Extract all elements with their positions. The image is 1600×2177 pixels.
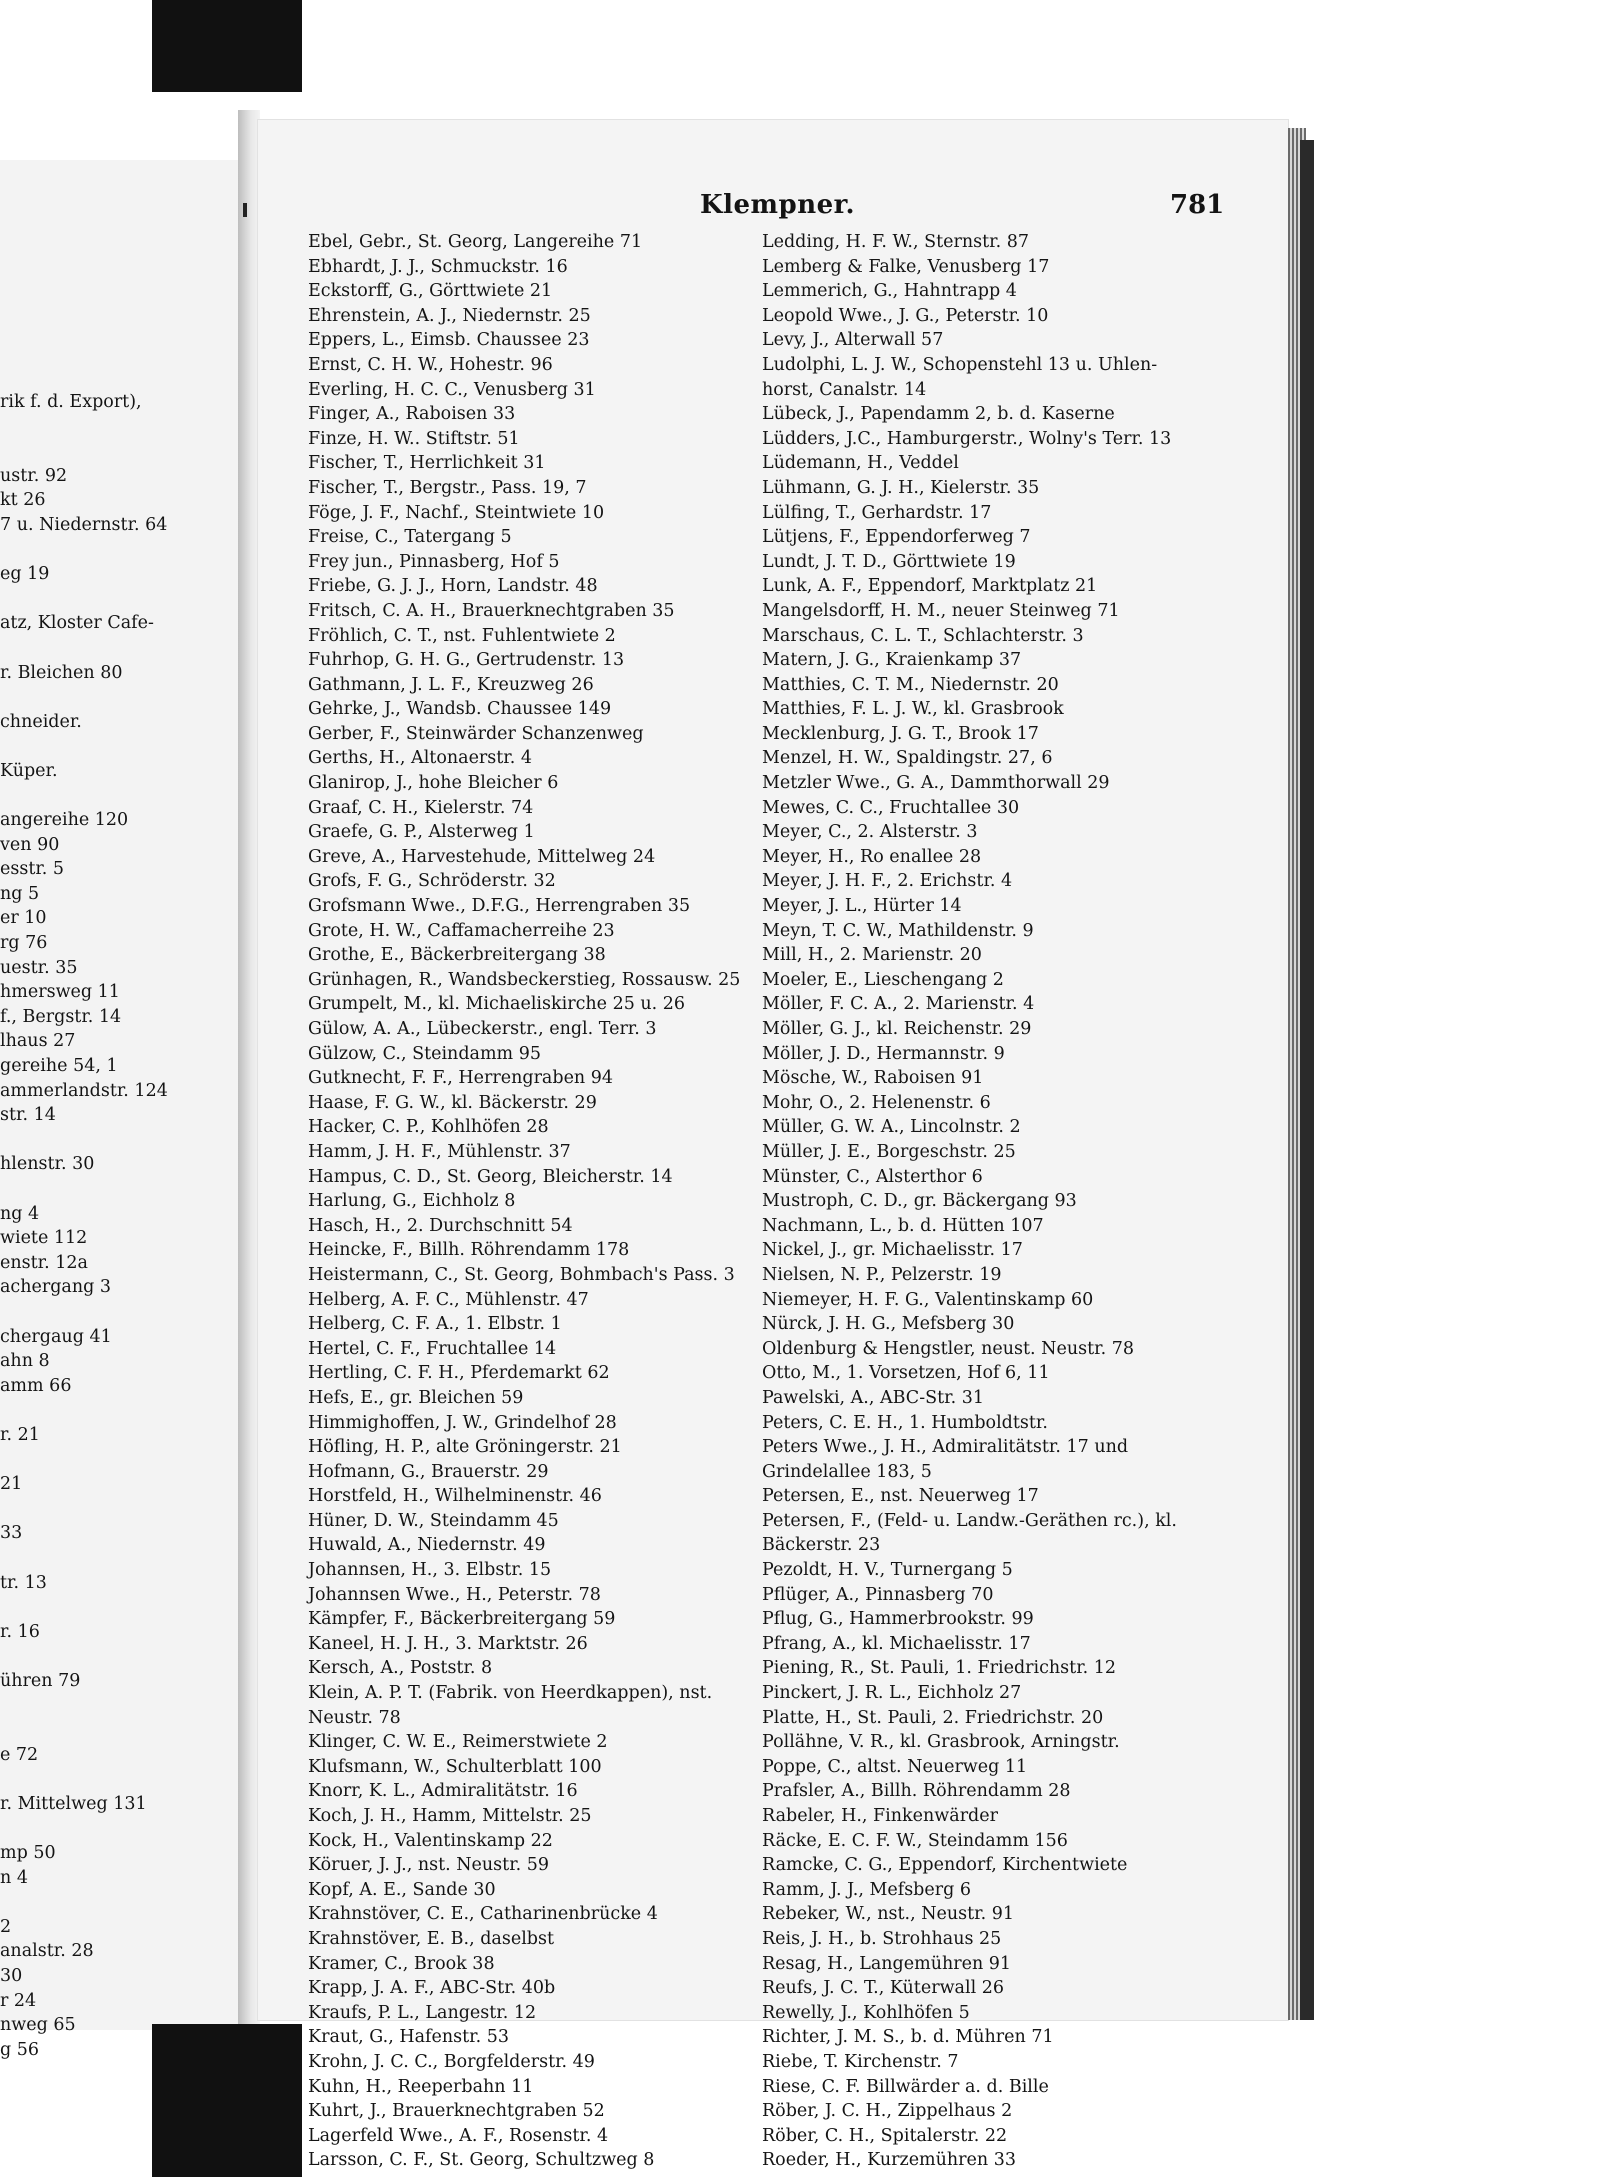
directory-entry: Harlung, G., Eichholz 8 xyxy=(308,1191,516,1212)
left-fragment-line: wiete 112 xyxy=(0,1228,88,1249)
left-fragment-line: e 72 xyxy=(0,1744,39,1765)
directory-entry: Grünhagen, R., Wandsbeckerstieg, Rossausw. 25 xyxy=(308,969,741,990)
directory-entry: Mohr, O., 2. Helenenstr. 6 xyxy=(762,1092,991,1113)
directory-entry: Räcke, E. C. F. W., Steindamm 156 xyxy=(762,1830,1068,1851)
directory-entry: Richter, J. M. S., b. d. Mühren 71 xyxy=(762,2027,1054,2048)
directory-entry: Fuhrhop, G. H. G., Gertrudenstr. 13 xyxy=(308,650,625,671)
directory-entry: Heincke, F., Billh. Röhrendamm 178 xyxy=(308,1240,630,1261)
left-fragment-line: r. Bleichen 80 xyxy=(0,662,123,683)
directory-entry: Gülow, A. A., Lübeckerstr., engl. Terr. 3 xyxy=(308,1019,657,1039)
left-fragment-line: atz, Kloster Cafe- xyxy=(0,613,154,634)
directory-entry: Hamm, J. H. F., Mühlenstr. 37 xyxy=(308,1141,571,1162)
left-fragment-line xyxy=(0,538,236,563)
directory-entry: Lundt, J. T. D., Görttwiete 19 xyxy=(762,551,1016,572)
directory-entry: Lagerfeld Wwe., A. F., Rosenstr. 4 xyxy=(308,2125,609,2146)
directory-entry: horst, Canalstr. 14 xyxy=(762,379,927,400)
directory-entry: Knorr, K. L., Admiralitätstr. 16 xyxy=(308,1781,578,1802)
directory-entry: Röber, C. H., Spitalerstr. 22 xyxy=(762,2125,1008,2146)
directory-entry: Huwald, A., Niedernstr. 49 xyxy=(308,1535,546,1556)
directory-entry: Ramcke, C. G., Eppendorf, Kirchentwiete xyxy=(762,1855,1128,1876)
left-fragment-line: tr. 13 xyxy=(0,1572,47,1593)
directory-entry: Platte, H., St. Pauli, 2. Friedrichstr. 20 xyxy=(762,1707,1104,1728)
directory-entry: Meyer, H., Ro enallee 28 xyxy=(762,846,982,867)
left-fragment-line: achergang 3 xyxy=(0,1277,112,1298)
directory-entry: Graaf, C. H., Kielerstr. 74 xyxy=(308,797,534,818)
left-fragment-line xyxy=(0,734,236,759)
directory-entry: Fischer, T., Herrlichkeit 31 xyxy=(308,453,546,474)
directory-entry: Meyer, C., 2. Alsterstr. 3 xyxy=(762,822,978,843)
left-fragment-line: chneider. xyxy=(0,711,82,732)
directory-entry: Larsson, C. F., St. Georg, Schultzweg 8 xyxy=(308,2150,655,2171)
directory-entry: Müller, G. W. A., Lincolnstr. 2 xyxy=(762,1117,1021,1138)
directory-entry: Mewes, C. C., Fruchtallee 30 xyxy=(762,797,1020,818)
directory-entry: Klinger, C. W. E., Reimerstwiete 2 xyxy=(308,1732,608,1753)
directory-entry: Münster, C., Alsterthor 6 xyxy=(762,1166,983,1187)
left-fragment-line: hlenstr. 30 xyxy=(0,1154,95,1175)
directory-entry: Gehrke, J., Wandsb. Chaussee 149 xyxy=(308,699,612,720)
left-fragment-line: ven 90 xyxy=(0,834,60,855)
directory-entry: Kersch, A., Poststr. 8 xyxy=(308,1658,493,1679)
directory-entry: Marschaus, C. L. T., Schlachterstr. 3 xyxy=(762,625,1084,646)
directory-entry: Reufs, J. C. T., Küterwall 26 xyxy=(762,1978,1005,1999)
directory-entry: Lüdders, J.C., Hamburgerstr., Wolny's Terr. 13 xyxy=(762,428,1172,449)
left-fragment-line: analstr. 28 xyxy=(0,1941,94,1962)
page-header-title: Klempner. xyxy=(700,190,856,220)
directory-entry: Grote, H. W., Caffamacherreihe 23 xyxy=(308,920,615,941)
directory-entry: Ehrenstein, A. J., Niedernstr. 25 xyxy=(308,305,591,326)
directory-entry: Matern, J. G., Kraienkamp 37 xyxy=(762,650,1022,671)
left-fragment-line: 30 xyxy=(0,1966,23,1986)
directory-entry: Nürck, J. H. G., Mefsberg 30 xyxy=(762,1314,1015,1335)
directory-entry: Kramer, C., Brook 38 xyxy=(308,1953,495,1974)
directory-entry: Ebhardt, J. J., Schmuckstr. 16 xyxy=(308,256,568,277)
directory-entry: Moeler, E., Lieschengang 2 xyxy=(762,969,1004,990)
left-fragment-line xyxy=(0,439,236,464)
directory-entry: Reis, J. H., b. Strohhaus 25 xyxy=(762,1928,1002,1949)
left-fragment-line: g 56 xyxy=(0,2039,40,2060)
directory-entry: Peters, C. E. H., 1. Humboldtstr. xyxy=(762,1412,1048,1433)
directory-entry: Krahnstöver, C. E., Catharinenbrücke 4 xyxy=(308,1904,658,1925)
film-strip-top xyxy=(152,0,302,92)
left-fragment-line: r 24 xyxy=(0,1990,37,2011)
left-fragment-line xyxy=(0,1546,236,1571)
left-fragment-line: ahn 8 xyxy=(0,1351,50,1372)
directory-entry: Nachmann, L., b. d. Hütten 107 xyxy=(762,1215,1044,1236)
directory-entry: Helberg, A. F. C., Mühlenstr. 47 xyxy=(308,1289,589,1310)
directory-entry: Kämpfer, F., Bäckerbreitergang 59 xyxy=(308,1609,616,1630)
directory-entry: Krapp, J. A. F., ABC-Str. 40b xyxy=(308,1978,556,1999)
directory-entry: Köruer, J. J., nst. Neustr. 59 xyxy=(308,1855,550,1876)
directory-entry: Matthies, C. T. M., Niedernstr. 20 xyxy=(762,674,1059,695)
left-fragment-line: r. 16 xyxy=(0,1621,40,1642)
directory-entry: Hampus, C. D., St. Georg, Bleicherstr. 14 xyxy=(308,1166,673,1187)
book-gutter xyxy=(238,110,260,2030)
left-fragment-line: eg 19 xyxy=(0,564,50,585)
left-fragment-line: uestr. 35 xyxy=(0,957,78,978)
left-fragment-line: 33 xyxy=(0,1523,23,1544)
directory-entry: Hertel, C. F., Fruchtallee 14 xyxy=(308,1338,557,1359)
directory-entry: Lemmerich, G., Hahntrapp 4 xyxy=(762,281,1017,302)
directory-entry: Grindelallee 183, 5 xyxy=(762,1461,932,1482)
directory-entry: Föge, J. F., Nachf., Steintwiete 10 xyxy=(308,502,605,523)
left-fragment-line: enstr. 12a xyxy=(0,1252,88,1273)
directory-entry: Mustroph, C. D., gr. Bäckergang 93 xyxy=(762,1191,1077,1212)
ink-mark xyxy=(243,203,247,217)
directory-entry: Möller, G. J., kl. Reichenstr. 29 xyxy=(762,1019,1032,1039)
directory-entry: Rebeker, W., nst., Neustr. 91 xyxy=(762,1904,1014,1925)
directory-entry: Kaneel, H. J. H., 3. Marktstr. 26 xyxy=(308,1633,588,1654)
directory-entry: Himmighoffen, J. W., Grindelhof 28 xyxy=(308,1412,617,1433)
left-fragment-line xyxy=(0,1693,236,1718)
directory-entry: Niemeyer, H. F. G., Valentinskamp 60 xyxy=(762,1289,1094,1310)
directory-entry: Gerber, F., Steinwärder Schanzenweg xyxy=(308,723,644,744)
left-fragment-line: r. Mittelweg 131 xyxy=(0,1793,147,1814)
directory-entry: Frey jun., Pinnasberg, Hof 5 xyxy=(308,551,560,572)
directory-entry: Lühmann, G. J. H., Kielerstr. 35 xyxy=(762,477,1040,498)
left-fragment-line: str. 14 xyxy=(0,1105,56,1126)
left-fragment-line xyxy=(0,1300,236,1325)
directory-entry: Kock, H., Valentinskamp 22 xyxy=(308,1830,553,1851)
directory-entry: Rewelly, J., Kohlhöfen 5 xyxy=(762,2002,970,2023)
directory-entry: Meyer, J. L., Hürter 14 xyxy=(762,896,962,917)
directory-entry: Eppers, L., Eimsb. Chaussee 23 xyxy=(308,330,590,351)
directory-entry: Riese, C. F. Billwärder a. d. Bille xyxy=(762,2076,1049,2097)
left-fragment-line xyxy=(0,1767,236,1792)
directory-entry: Levy, J., Alterwall 57 xyxy=(762,330,944,351)
left-fragment-line: n 4 xyxy=(0,1867,28,1888)
directory-entry: Metzler Wwe., G. A., Dammthorwall 29 xyxy=(762,773,1110,794)
left-fragment-line: r. 21 xyxy=(0,1424,40,1445)
left-fragment-line: 2 xyxy=(0,1916,12,1937)
left-fragment-line: ng 4 xyxy=(0,1203,40,1224)
directory-entry: Grumpelt, M., kl. Michaeliskirche 25 u. 26 xyxy=(308,994,686,1015)
left-fragment-line: er 10 xyxy=(0,908,47,929)
directory-entry: Lübeck, J., Papendamm 2, b. d. Kaserne xyxy=(762,404,1115,425)
directory-entry: Kraut, G., Hafenstr. 53 xyxy=(308,2027,509,2048)
left-page-column xyxy=(0,390,236,2062)
directory-entry: Gülzow, C., Steindamm 95 xyxy=(308,1043,541,1064)
directory-entry: Prafsler, A., Billh. Röhrendamm 28 xyxy=(762,1781,1071,1802)
left-fragment-line xyxy=(0,587,236,612)
directory-entry: Petersen, F., (Feld- u. Landw.-Geräthen rc.), kl. xyxy=(762,1510,1177,1531)
directory-entry: Krohn, J. C. C., Borgfelderstr. 49 xyxy=(308,2051,595,2072)
left-fragment-line xyxy=(0,784,236,809)
directory-entry: Ramm, J. J., Mefsberg 6 xyxy=(762,1879,972,1900)
left-fragment-line xyxy=(0,1644,236,1669)
left-fragment-line: f., Bergstr. 14 xyxy=(0,1006,122,1027)
directory-entry: Hertling, C. F. H., Pferdemarkt 62 xyxy=(308,1363,610,1384)
directory-entry: Mangelsdorff, H. M., neuer Steinweg 71 xyxy=(762,600,1120,621)
directory-entry: Petersen, E., nst. Neuerweg 17 xyxy=(762,1486,1039,1507)
directory-entry: Everling, H. C. C., Venusberg 31 xyxy=(308,379,596,400)
left-fragment-line: kt 26 xyxy=(0,490,46,511)
directory-entry: Kraufs, P. L., Langestr. 12 xyxy=(308,2002,537,2023)
left-fragment-line: hmersweg 11 xyxy=(0,982,120,1003)
left-fragment-line xyxy=(0,415,236,440)
left-fragment-line: ustr. 92 xyxy=(0,465,68,486)
left-fragment-line: 21 xyxy=(0,1474,23,1495)
directory-entry: Haase, F. G. W., kl. Bäckerstr. 29 xyxy=(308,1092,597,1113)
left-fragment-line xyxy=(0,1177,236,1202)
directory-entry: Lütjens, F., Eppendorferweg 7 xyxy=(762,527,1031,548)
directory-entry: Hacker, C. P., Kohlhöfen 28 xyxy=(308,1117,549,1138)
directory-entry: Röber, J. C. H., Zippelhaus 2 xyxy=(762,2101,1013,2122)
directory-entry: Helberg, C. F. A., 1. Elbstr. 1 xyxy=(308,1314,562,1335)
left-fragment-line: nweg 65 xyxy=(0,2015,76,2036)
directory-entry: Johannsen Wwe., H., Peterstr. 78 xyxy=(308,1584,601,1605)
directory-entry: Piening, R., St. Pauli, 1. Friedrichstr. 12 xyxy=(762,1658,1117,1679)
directory-entry: Pinckert, J. R. L., Eichholz 27 xyxy=(762,1683,1022,1704)
left-fragment-line xyxy=(0,685,236,710)
directory-entry: Hasch, H., 2. Durchschnitt 54 xyxy=(308,1215,573,1236)
left-fragment-line xyxy=(0,1816,236,1841)
directory-entry: Klufsmann, W., Schulterblatt 100 xyxy=(308,1756,602,1777)
directory-entry: Peters Wwe., J. H., Admiralitätstr. 17 und xyxy=(762,1437,1129,1458)
directory-entry: Greve, A., Harvestehude, Mittelweg 24 xyxy=(308,846,656,867)
directory-entry: Bäckerstr. 23 xyxy=(762,1535,881,1556)
directory-entry: Gutknecht, F. F., Herrengraben 94 xyxy=(308,1068,614,1089)
left-fragment-line xyxy=(0,1398,236,1423)
directory-entry: Riebe, T. Kirchenstr. 7 xyxy=(762,2051,959,2072)
directory-entry: Möller, F. C. A., 2. Marienstr. 4 xyxy=(762,994,1035,1015)
left-fragment-line xyxy=(0,1595,236,1620)
left-fragment-line: rik f. d. Export), xyxy=(0,392,142,412)
directory-entry: Pflüger, A., Pinnasberg 70 xyxy=(762,1584,994,1605)
directory-column-right xyxy=(762,230,1284,2173)
left-fragment-line: angereihe 120 xyxy=(0,810,129,831)
directory-entry: Otto, M., 1. Vorsetzen, Hof 6, 11 xyxy=(762,1363,1050,1384)
left-fragment-line xyxy=(0,1448,236,1473)
directory-entry: Höfling, H. P., alte Gröningerstr. 21 xyxy=(308,1437,622,1458)
directory-entry: Menzel, H. W., Spaldingstr. 27, 6 xyxy=(762,748,1053,769)
directory-entry: Roeder, H., Kurzemühren 33 xyxy=(762,2150,1017,2171)
directory-entry: Pflug, G., Hammerbrookstr. 99 xyxy=(762,1609,1034,1630)
directory-entry: Johannsen, H., 3. Elbstr. 15 xyxy=(308,1560,552,1581)
directory-entry: Lemberg & Falke, Venusberg 17 xyxy=(762,256,1050,277)
directory-entry: Eckstorff, G., Görttwiete 21 xyxy=(308,281,553,302)
directory-entry: Grothe, E., Bäckerbreitergang 38 xyxy=(308,945,606,966)
left-fragment-line xyxy=(0,1128,236,1153)
left-fragment-line: mp 50 xyxy=(0,1843,56,1864)
directory-entry: Matthies, F. L. J. W., kl. Grasbrook xyxy=(762,699,1064,720)
directory-entry: Rabeler, H., Finkenwärder xyxy=(762,1806,998,1826)
directory-entry: Fritsch, C. A. H., Brauerknechtgraben 35 xyxy=(308,600,675,621)
directory-entry: Kopf, A. E., Sande 30 xyxy=(308,1879,496,1900)
directory-entry: Resag, H., Langemühren 91 xyxy=(762,1953,1012,1974)
directory-entry: Mill, H., 2. Marienstr. 20 xyxy=(762,945,982,966)
directory-entry: Lülfing, T., Gerhardstr. 17 xyxy=(762,502,992,523)
film-strip-bottom xyxy=(152,2024,302,2177)
directory-entry: Hefs, E., gr. Bleichen 59 xyxy=(308,1387,524,1408)
directory-entry: Hofmann, G., Brauerstr. 29 xyxy=(308,1461,549,1482)
left-page-fragment xyxy=(0,160,240,2060)
directory-column-left xyxy=(308,230,760,2173)
book-cover-edge xyxy=(1300,140,1314,2020)
directory-entry: Ernst, C. H. W., Hohestr. 96 xyxy=(308,354,553,375)
directory-entry: Friebe, G. J. J., Horn, Landstr. 48 xyxy=(308,576,598,597)
directory-entry: Ledding, H. F. W., Sternstr. 87 xyxy=(762,232,1029,252)
directory-entry: Grofs, F. G., Schröderstr. 32 xyxy=(308,871,556,892)
left-fragment-line: esstr. 5 xyxy=(0,859,65,880)
directory-entry: Pollähne, V. R., kl. Grasbrook, Arningstr. xyxy=(762,1732,1120,1753)
left-fragment-line: ühren 79 xyxy=(0,1670,81,1691)
directory-entry: Grofsmann Wwe., D.F.G., Herrengraben 35 xyxy=(308,896,691,917)
page-number: 781 xyxy=(1170,190,1225,220)
directory-entry: Fischer, T., Bergstr., Pass. 19, 7 xyxy=(308,477,587,498)
left-fragment-line: Küper. xyxy=(0,760,58,781)
directory-entry: Pawelski, A., ABC-Str. 31 xyxy=(762,1387,984,1408)
left-fragment-line: lhaus 27 xyxy=(0,1031,76,1052)
directory-entry: Meyn, T. C. W., Mathildenstr. 9 xyxy=(762,920,1034,941)
directory-entry: Finze, H. W.. Stiftstr. 51 xyxy=(308,428,520,449)
directory-entry: Kuhn, H., Reeperbahn 11 xyxy=(308,2076,534,2097)
directory-entry: Freise, C., Tatergang 5 xyxy=(308,527,512,548)
directory-entry: Mösche, W., Raboisen 91 xyxy=(762,1068,984,1089)
directory-entry: Poppe, C., altst. Neuerweg 11 xyxy=(762,1756,1028,1777)
directory-entry: Horstfeld, H., Wilhelminenstr. 46 xyxy=(308,1486,602,1507)
left-fragment-line: amm 66 xyxy=(0,1375,72,1396)
directory-entry: Neustr. 78 xyxy=(308,1707,401,1728)
directory-entry: Pfrang, A., kl. Michaelisstr. 17 xyxy=(762,1633,1031,1654)
directory-entry: Klein, A. P. T. (Fabrik. von Heerdkappen), nst. xyxy=(308,1683,713,1704)
directory-entry: Pezoldt, H. V., Turnergang 5 xyxy=(762,1560,1013,1581)
left-fragment-line: rg 76 xyxy=(0,933,48,954)
directory-entry: Leopold Wwe., J. G., Peterstr. 10 xyxy=(762,305,1049,326)
directory-entry: Graefe, G. P., Alsterweg 1 xyxy=(308,822,535,843)
directory-entry: Lunk, A. F., Eppendorf, Marktplatz 21 xyxy=(762,576,1098,597)
directory-entry: Mecklenburg, J. G. T., Brook 17 xyxy=(762,723,1039,744)
directory-entry: Ebel, Gebr., St. Georg, Langereihe 71 xyxy=(308,232,643,252)
directory-entry: Koch, J. H., Hamm, Mittelstr. 25 xyxy=(308,1806,592,1826)
left-fragment-line: ammerlandstr. 124 xyxy=(0,1080,168,1101)
directory-entry: Finger, A., Raboisen 33 xyxy=(308,404,516,425)
directory-entry: Krahnstöver, E. B., daselbst xyxy=(308,1928,555,1949)
directory-entry: Lüdemann, H., Veddel xyxy=(762,453,959,474)
left-fragment-line: 7 u. Niedernstr. 64 xyxy=(0,514,168,535)
left-fragment-line: chergaug 41 xyxy=(0,1326,112,1347)
directory-entry: Heistermann, C., St. Georg, Bohmbach's Pass. 3 xyxy=(308,1264,735,1285)
directory-entry: Nickel, J., gr. Michaelisstr. 17 xyxy=(762,1240,1023,1261)
directory-entry: Glanirop, J., hohe Bleicher 6 xyxy=(308,773,559,794)
directory-entry: Müller, J. E., Borgeschstr. 25 xyxy=(762,1141,1016,1162)
left-fragment-line xyxy=(0,1890,236,1915)
left-fragment-line xyxy=(0,1718,236,1743)
left-fragment-line xyxy=(0,636,236,661)
directory-entry: Nielsen, N. P., Pelzerstr. 19 xyxy=(762,1264,1002,1285)
directory-entry: Gerths, H., Altonaerstr. 4 xyxy=(308,748,533,769)
left-fragment-line: ng 5 xyxy=(0,883,40,904)
directory-entry: Meyer, J. H. F., 2. Erichstr. 4 xyxy=(762,871,1013,892)
directory-entry: Kuhrt, J., Brauerknechtgraben 52 xyxy=(308,2101,605,2122)
directory-entry: Möller, J. D., Hermannstr. 9 xyxy=(762,1043,1005,1064)
directory-entry: Oldenburg & Hengstler, neust. Neustr. 78 xyxy=(762,1338,1134,1359)
directory-entry: Hüner, D. W., Steindamm 45 xyxy=(308,1510,559,1531)
left-fragment-line: gereihe 54, 1 xyxy=(0,1056,118,1077)
left-fragment-line xyxy=(0,1497,236,1522)
directory-entry: Gathmann, J. L. F., Kreuzweg 26 xyxy=(308,674,594,695)
directory-entry: Fröhlich, C. T., nst. Fuhlentwiete 2 xyxy=(308,625,616,646)
directory-entry: Ludolphi, L. J. W., Schopenstehl 13 u. Uhlen- xyxy=(762,354,1158,375)
